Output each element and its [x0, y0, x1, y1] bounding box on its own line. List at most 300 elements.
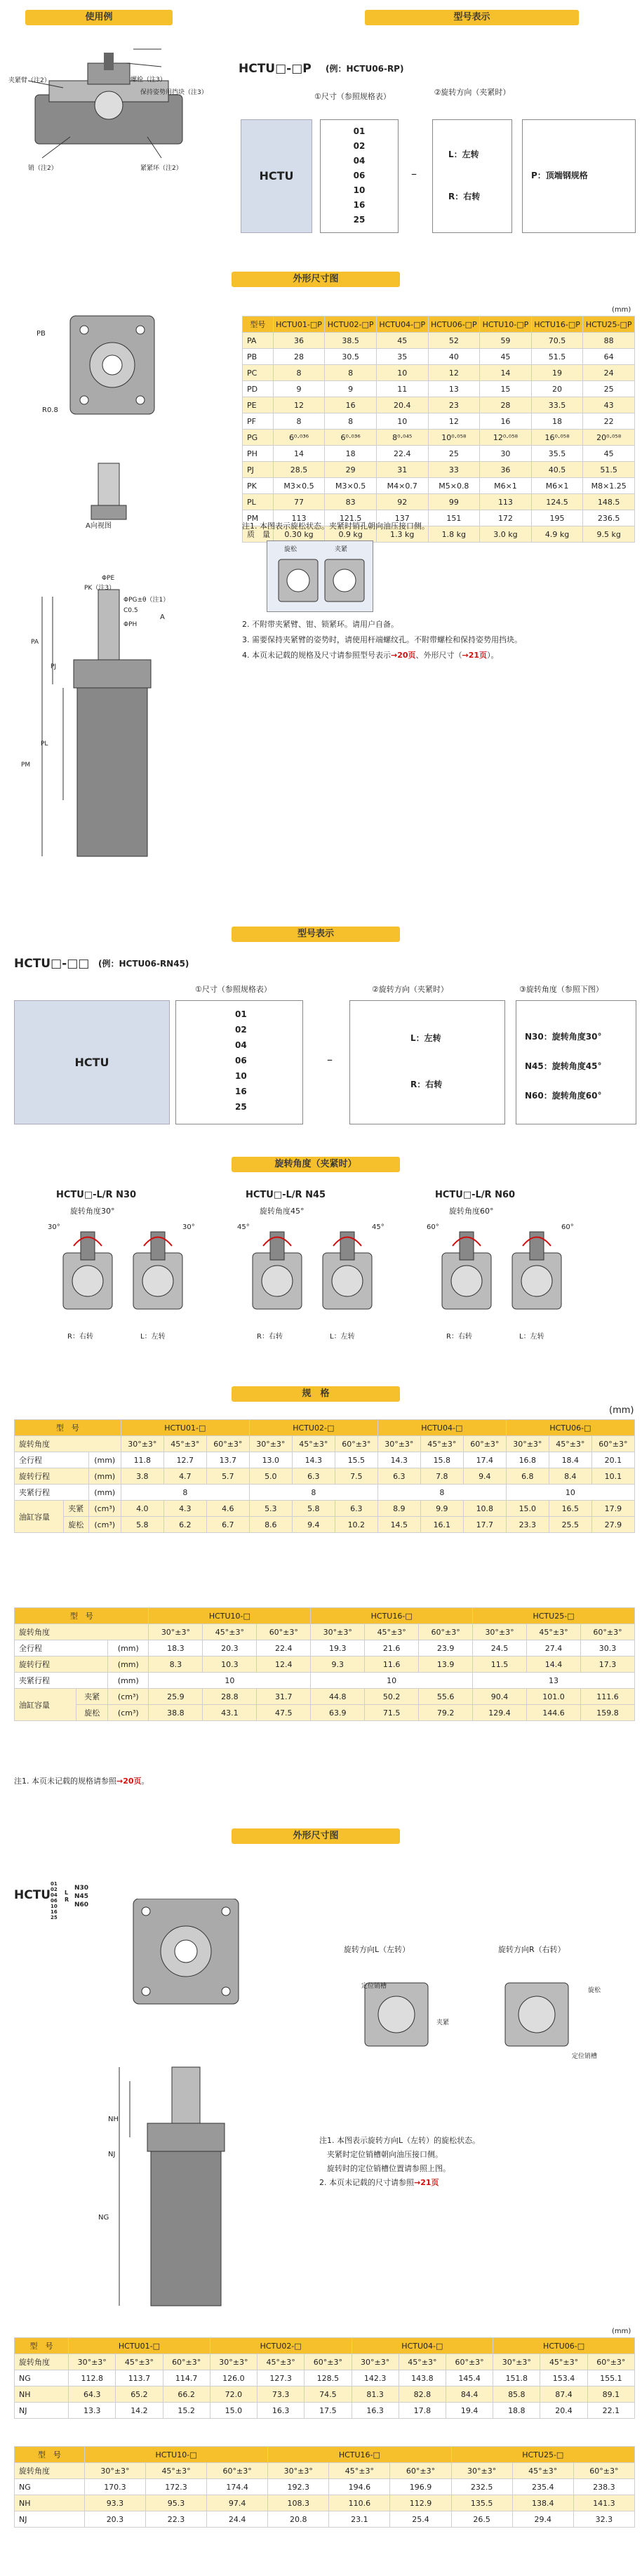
- outline-drawing-1: [14, 295, 225, 927]
- table-cell: 4.0: [121, 1501, 163, 1517]
- table-cell: 16: [480, 413, 532, 430]
- lbl-pos-l: 定位销槽: [361, 1983, 387, 1990]
- angle-cell: 45°±3°: [116, 2354, 163, 2370]
- label-bolt: 螺栓（注3）: [131, 77, 166, 84]
- angle-cell: 30°±3°: [493, 2354, 540, 2370]
- table-cell: 5.8: [121, 1517, 163, 1533]
- dimension-table: [242, 316, 635, 543]
- rotation-title: 旋转角度（夹紧时）: [232, 1157, 400, 1172]
- row-label: PE: [243, 397, 274, 413]
- angle-cell: 45°±3°: [540, 2354, 587, 2370]
- table-cell: 16.5: [549, 1501, 591, 1517]
- table-cell: 16.3: [258, 2403, 305, 2419]
- dir-r-label: 旋转方向R（右转）: [498, 1945, 566, 1954]
- table-cell: 28: [273, 349, 325, 365]
- table-cell: 238.3: [573, 2479, 634, 2495]
- table-cell: 112.9: [390, 2495, 451, 2511]
- row-unit: (mm): [88, 1485, 121, 1501]
- angle-cell: 45°±3°: [329, 2463, 390, 2479]
- table-cell: 18.8: [493, 2403, 540, 2419]
- table-cell: 20.4: [376, 397, 428, 413]
- angle-cell: 60°±3°: [446, 2354, 493, 2370]
- model-name: HCTU06-□: [506, 1420, 634, 1436]
- table-cell: 172: [480, 510, 532, 526]
- r-label: R：右转: [257, 1333, 283, 1341]
- table-cell: 174.4: [207, 2479, 268, 2495]
- lr-code: R: [65, 1897, 69, 1903]
- angle-cell: 45°±3°: [365, 1624, 419, 1640]
- table-cell: 144.6: [527, 1705, 581, 1721]
- lbl-release: 旋松: [588, 1987, 601, 1994]
- dim-ng: NG: [98, 2214, 109, 2222]
- model-name: HCTU16-□: [311, 1608, 473, 1624]
- angle-cell: 45°±3°: [203, 1624, 257, 1640]
- dim-ph: ΦPH: [123, 621, 138, 628]
- dir-r: R：右转: [448, 192, 481, 201]
- table-cell: 11: [376, 381, 428, 397]
- table-cell: 59: [480, 333, 532, 349]
- table-cell: 92: [376, 494, 428, 510]
- table-cell: 9.4: [292, 1517, 335, 1533]
- table-cell: 30.3: [580, 1640, 634, 1657]
- col2-head: ②旋转方向（夹紧时）: [434, 88, 511, 97]
- rotation-code: HCTU□-L/R N30: [56, 1190, 137, 1200]
- table-cell: 110.6: [329, 2495, 390, 2511]
- table-cell: 14.2: [116, 2403, 163, 2419]
- unit-mm-2: (mm): [609, 1405, 634, 1416]
- size-code: 16: [235, 1087, 247, 1096]
- size-code: 10: [235, 1071, 247, 1081]
- row-unit: (mm): [108, 1657, 149, 1673]
- table-cell: 113.7: [116, 2370, 163, 2386]
- angle-cell: 30°±3°: [69, 2354, 116, 2370]
- angle-cell: 60°±3°: [580, 1624, 634, 1640]
- angle-cell: 60°±3°: [463, 1436, 506, 1452]
- table-cell: 23.9: [419, 1640, 473, 1657]
- label-clamp-arm: 夹紧臂（注2）: [8, 77, 51, 84]
- note3: 3. 需要保持夹紧臂的姿势时，请使用杆端螺纹孔。不附带螺栓和保持姿势用挡块。: [242, 635, 522, 644]
- table-cell: 20.3: [84, 2511, 145, 2528]
- angle-cell: 30°±3°: [311, 1624, 365, 1640]
- angle-cell: 60°±3°: [163, 2354, 210, 2370]
- row-label: PG: [243, 430, 274, 446]
- row-label: NJ: [15, 2403, 69, 2419]
- table-cell: 45: [583, 446, 635, 462]
- table-cell: 0.30 kg: [273, 526, 325, 543]
- table-row: [243, 413, 635, 430]
- fig-release: 旋松: [284, 546, 297, 553]
- table-cell: M6×1: [531, 478, 583, 494]
- note4: 4. 本页未记载的规格及尺寸请参照型号表示→20页、外形尺寸（→21页）。: [242, 651, 499, 660]
- dash-2: –: [327, 1053, 333, 1066]
- table-cell: 17.9: [591, 1501, 634, 1517]
- a-view-label: A向视图: [86, 522, 112, 530]
- table-cell: 40.5: [531, 462, 583, 478]
- table-cell: 36: [480, 462, 532, 478]
- size-code: 04: [353, 156, 366, 166]
- table-cell: 24.5: [473, 1640, 527, 1657]
- size-code: 25: [51, 1915, 58, 1920]
- model-code-title-2: 型号表示: [232, 927, 400, 942]
- dim-header-cell: HCTU04-□P: [376, 317, 428, 333]
- table-cell: 8: [325, 413, 377, 430]
- size-code: 06: [353, 171, 366, 180]
- row-label: 旋转行程: [15, 1657, 108, 1673]
- spec-table-2: [14, 1607, 635, 1721]
- table-cell: 113: [273, 510, 325, 526]
- table-cell: 8.4: [549, 1468, 591, 1485]
- p-text: P：顶端钢规格: [531, 171, 588, 180]
- table-cell: 20⁰·⁰⁵⁸: [583, 430, 635, 446]
- table-cell: 19.4: [446, 2403, 493, 2419]
- angle-label: 45°: [372, 1223, 384, 1231]
- table-cell: 7.8: [420, 1468, 463, 1485]
- table-cell: 10: [311, 1673, 473, 1689]
- table-cell: 10: [376, 413, 428, 430]
- row-label: 夹紧: [76, 1689, 108, 1705]
- table-cell: 18: [325, 446, 377, 462]
- table-cell: 145.4: [446, 2370, 493, 2386]
- angle-cell: 30°±3°: [473, 1624, 527, 1640]
- model-head: 型 号: [15, 1608, 149, 1624]
- table-cell: 12⁰·⁰⁵⁸: [480, 430, 532, 446]
- table-cell: 45: [376, 333, 428, 349]
- row-label: PH: [243, 446, 274, 462]
- ng-table-2: [14, 2446, 635, 2528]
- table-cell: 15.0: [210, 2403, 257, 2419]
- table-cell: 24.4: [207, 2511, 268, 2528]
- l-label: L：左转: [140, 1333, 166, 1341]
- table-row: [243, 381, 635, 397]
- spec-title: 规 格: [232, 1386, 400, 1402]
- table-cell: 43.1: [203, 1705, 257, 1721]
- col1-head: ①尺寸（参照规格表）: [314, 92, 391, 101]
- table-cell: 159.8: [580, 1705, 634, 1721]
- release-clamp-svg: [276, 557, 367, 606]
- table-cell: 35: [376, 349, 428, 365]
- table-cell: 84.4: [446, 2386, 493, 2403]
- angle-label: 60°: [427, 1223, 439, 1231]
- angle-label: 旋转角度: [15, 2463, 85, 2479]
- angle-cell: 30°±3°: [352, 2354, 399, 2370]
- row-label: NG: [15, 2370, 69, 2386]
- table-cell: 135.5: [451, 2495, 512, 2511]
- table-cell: 14.3: [377, 1452, 420, 1468]
- table-cell: 20.8: [268, 2511, 329, 2528]
- angle-cell: 30°±3°: [84, 2463, 145, 2479]
- table-cell: 36: [273, 333, 325, 349]
- table-row: [243, 365, 635, 381]
- dim-header-cell: HCTU01-□P: [273, 317, 325, 333]
- table-cell: 17.7: [463, 1517, 506, 1533]
- oil-label: 油缸容量: [15, 1501, 64, 1533]
- n-code: N30: [74, 1885, 89, 1892]
- table-cell: 55.6: [419, 1689, 473, 1705]
- table-cell: 51.5: [531, 349, 583, 365]
- usage-drawing: [21, 39, 196, 179]
- table-cell: 8: [377, 1485, 506, 1501]
- table-cell: 1.8 kg: [428, 526, 480, 543]
- table-cell: 12.4: [257, 1657, 311, 1673]
- table-cell: 27.9: [591, 1517, 634, 1533]
- angle-cell: 60°±3°: [335, 1436, 377, 1452]
- row-label: PB: [243, 349, 274, 365]
- row-label: PA: [243, 333, 274, 349]
- table-cell: 18.4: [549, 1452, 591, 1468]
- dir-l-2: L：左转: [410, 1033, 441, 1043]
- lr-code: L: [65, 1890, 69, 1896]
- spec-note: 注1. 本页未记载的规格请参照→20页。: [14, 1777, 149, 1786]
- table-cell: 19: [531, 365, 583, 381]
- size-code: 25: [353, 215, 366, 225]
- angle-option: N45：旋转角度45°: [525, 1061, 602, 1071]
- angle-option: N30：旋转角度30°: [525, 1032, 602, 1042]
- direction-box: [432, 119, 512, 233]
- table-cell: 30.5: [325, 349, 377, 365]
- table-cell: 0.9 kg: [325, 526, 377, 543]
- table-cell: 12: [273, 397, 325, 413]
- table-cell: 38.8: [149, 1705, 203, 1721]
- table-cell: 11.5: [473, 1657, 527, 1673]
- table-cell: 127.3: [258, 2370, 305, 2386]
- table-cell: 64.3: [69, 2386, 116, 2403]
- table-cell: 155.1: [587, 2370, 634, 2386]
- table-cell: 11.8: [121, 1452, 163, 1468]
- label-pin: 销（注2）: [28, 165, 58, 172]
- outline-title-1: 外形尺寸图: [232, 272, 400, 287]
- table-cell: 28.5: [273, 462, 325, 478]
- row-label: PJ: [243, 462, 274, 478]
- table-cell: 45: [480, 349, 532, 365]
- table-cell: 83: [325, 494, 377, 510]
- size-code: 01: [235, 1009, 247, 1019]
- table-cell: 13.0: [249, 1452, 292, 1468]
- dim-header-cell: HCTU10-□P: [480, 317, 532, 333]
- model-code-2: HCTU□-□□: [14, 957, 90, 971]
- table-cell: M3×0.5: [273, 478, 325, 494]
- row-label: NH: [15, 2386, 69, 2403]
- table-cell: 28.8: [203, 1689, 257, 1705]
- row-unit: (cm³): [108, 1689, 149, 1705]
- table-cell: 82.8: [399, 2386, 446, 2403]
- angle-cell: 30°±3°: [506, 1436, 549, 1452]
- table-cell: 81.3: [352, 2386, 399, 2403]
- n-code: N45: [74, 1893, 89, 1900]
- row-unit: (mm): [88, 1452, 121, 1468]
- row-unit: (cm³): [108, 1705, 149, 1721]
- table-cell: 151: [428, 510, 480, 526]
- table-cell: 8.6: [249, 1517, 292, 1533]
- row-unit: (mm): [108, 1673, 149, 1689]
- angle-cell: 45°±3°: [420, 1436, 463, 1452]
- angle-label: 旋转角度: [15, 1624, 149, 1640]
- table-cell: 195: [531, 510, 583, 526]
- table-row: [243, 397, 635, 413]
- angle-label: 45°: [237, 1223, 250, 1231]
- table-cell: 9.5 kg: [583, 526, 635, 543]
- table-cell: 113: [480, 494, 532, 510]
- table-cell: 50.2: [365, 1689, 419, 1705]
- col2-head-2: ②旋转方向（夹紧时）: [372, 985, 448, 994]
- table-cell: 12: [428, 365, 480, 381]
- size-code: 02: [51, 1887, 58, 1892]
- table-cell: 5.8: [292, 1501, 335, 1517]
- dash-1: –: [411, 167, 417, 180]
- note-line: 夹紧时定位销槽朝向油压接口侧。: [319, 2150, 443, 2159]
- row-label: PD: [243, 381, 274, 397]
- table-cell: 89.1: [587, 2386, 634, 2403]
- table-cell: 138.4: [512, 2495, 573, 2511]
- dim-pb: PB: [36, 330, 46, 338]
- angle-cell: 30°±3°: [210, 2354, 257, 2370]
- row-label: 全行程: [15, 1452, 89, 1468]
- spec-table-1: [14, 1419, 635, 1533]
- row-label: NH: [15, 2495, 85, 2511]
- table-cell: 15.2: [163, 2403, 210, 2419]
- dim-a: A: [160, 613, 165, 621]
- row-label: NG: [15, 2479, 85, 2495]
- angle-cell: 45°±3°: [512, 2463, 573, 2479]
- table-cell: 4.9 kg: [531, 526, 583, 543]
- table-cell: 16.3: [352, 2403, 399, 2419]
- table-cell: 17.3: [580, 1657, 634, 1673]
- table-cell: 77: [273, 494, 325, 510]
- model-name: HCTU01-□: [69, 2338, 210, 2354]
- outline-title-2: 外形尺寸图: [232, 1828, 400, 1844]
- dim-nh: NH: [108, 2116, 119, 2123]
- table-cell: 10.1: [591, 1468, 634, 1485]
- table-row: [243, 333, 635, 349]
- table-cell: 23.3: [506, 1517, 549, 1533]
- table-row: [243, 478, 635, 494]
- table-cell: 8: [249, 1485, 377, 1501]
- row-label: PL: [243, 494, 274, 510]
- table-cell: 15.5: [335, 1452, 377, 1468]
- row-label: PF: [243, 413, 274, 430]
- table-cell: 43: [583, 397, 635, 413]
- table-cell: 97.4: [207, 2495, 268, 2511]
- size-code: 01: [353, 126, 366, 136]
- size-code: 16: [353, 200, 366, 210]
- row-label: 夹紧行程: [15, 1485, 89, 1501]
- table-cell: 13.3: [69, 2403, 116, 2419]
- size-code: 10: [51, 1904, 58, 1909]
- row-label: 旋松: [76, 1705, 108, 1721]
- table-cell: 9.4: [463, 1468, 506, 1485]
- angle-cell: 45°±3°: [146, 2463, 207, 2479]
- table-cell: 19.3: [311, 1640, 365, 1657]
- row-label: 全行程: [15, 1640, 108, 1657]
- angle-cell: 30°±3°: [451, 2463, 512, 2479]
- row-label: 质 量: [243, 526, 274, 543]
- table-cell: 114.7: [163, 2370, 210, 2386]
- table-row: [243, 494, 635, 510]
- table-cell: 4.7: [163, 1468, 206, 1485]
- angle-box: [516, 1000, 636, 1124]
- rotation-sub: 旋转角度30°: [70, 1207, 115, 1216]
- size-code: 10: [353, 185, 366, 195]
- size-code: 06: [235, 1056, 247, 1065]
- table-cell: 14: [273, 446, 325, 462]
- table-cell: 8: [325, 365, 377, 381]
- dir-l-label: 旋转方向L（左转）: [344, 1945, 410, 1954]
- table-row: [243, 430, 635, 446]
- rotation-sub: 旋转角度60°: [449, 1207, 494, 1216]
- table-cell: 3.8: [121, 1468, 163, 1485]
- table-cell: 15.8: [420, 1452, 463, 1468]
- table-cell: 28: [480, 397, 532, 413]
- model-name: HCTU01-□: [121, 1420, 249, 1436]
- table-cell: 235.4: [512, 2479, 573, 2495]
- model-code-title: 型号表示: [365, 10, 579, 25]
- table-cell: 64: [583, 349, 635, 365]
- table-cell: 101.0: [527, 1689, 581, 1705]
- table-cell: 4.3: [163, 1501, 206, 1517]
- direction-box-2: [349, 1000, 505, 1124]
- model-name: HCTU25-□: [451, 2447, 634, 2463]
- table-cell: 20: [531, 381, 583, 397]
- size-code: 04: [235, 1040, 247, 1050]
- table-cell: 33.5: [531, 397, 583, 413]
- table-cell: 10.8: [463, 1501, 506, 1517]
- table-cell: 8.3: [149, 1657, 203, 1673]
- table-cell: 148.5: [583, 494, 635, 510]
- table-cell: 126.0: [210, 2370, 257, 2386]
- unit-mm-3: (mm): [612, 2328, 631, 2335]
- table-cell: 20.3: [203, 1640, 257, 1657]
- table-cell: 25.9: [149, 1689, 203, 1705]
- angle-cell: 30°±3°: [121, 1436, 163, 1452]
- dir-r-2: R：右转: [410, 1080, 443, 1089]
- table-cell: 73.3: [258, 2386, 305, 2403]
- angle-label: 旋转角度: [15, 2354, 69, 2370]
- angle-cell: 60°±3°: [206, 1436, 249, 1452]
- dim-c05: C0.5: [123, 607, 138, 614]
- table-cell: 111.6: [580, 1689, 634, 1705]
- table-cell: 13: [428, 381, 480, 397]
- angle-cell: 45°±3°: [527, 1624, 581, 1640]
- table-cell: M8×1.25: [583, 478, 635, 494]
- table-cell: 172.3: [146, 2479, 207, 2495]
- row-unit: (cm³): [88, 1517, 121, 1533]
- size-code: 02: [353, 141, 366, 151]
- table-cell: 72.0: [210, 2386, 257, 2403]
- table-cell: 22.4: [376, 446, 428, 462]
- size-code: 06: [51, 1898, 58, 1904]
- table-cell: 38.5: [325, 333, 377, 349]
- table-cell: 13: [473, 1673, 635, 1689]
- table-cell: 88: [583, 333, 635, 349]
- table-cell: 8.9: [377, 1501, 420, 1517]
- table-cell: 1.3 kg: [376, 526, 428, 543]
- table-cell: 6.3: [335, 1501, 377, 1517]
- l-label: L：左转: [519, 1333, 544, 1341]
- note2: 2. 不附带夹紧臂、钳、锁紧环。请用户自备。: [242, 620, 399, 629]
- table-cell: 25.5: [549, 1517, 591, 1533]
- table-cell: 25.4: [390, 2511, 451, 2528]
- size-code: 16: [51, 1909, 58, 1915]
- table-cell: 11.6: [365, 1657, 419, 1673]
- angle-cell: 45°±3°: [549, 1436, 591, 1452]
- table-cell: 32.3: [573, 2511, 634, 2528]
- table-cell: 170.3: [84, 2479, 145, 2495]
- table-cell: 196.9: [390, 2479, 451, 2495]
- table-cell: 99: [428, 494, 480, 510]
- hctu-box-2: HCTU: [14, 1000, 170, 1124]
- row-label: 夹紧: [63, 1501, 88, 1517]
- model-name: HCTU02-□: [210, 2338, 352, 2354]
- dim-pm: PM: [21, 762, 31, 769]
